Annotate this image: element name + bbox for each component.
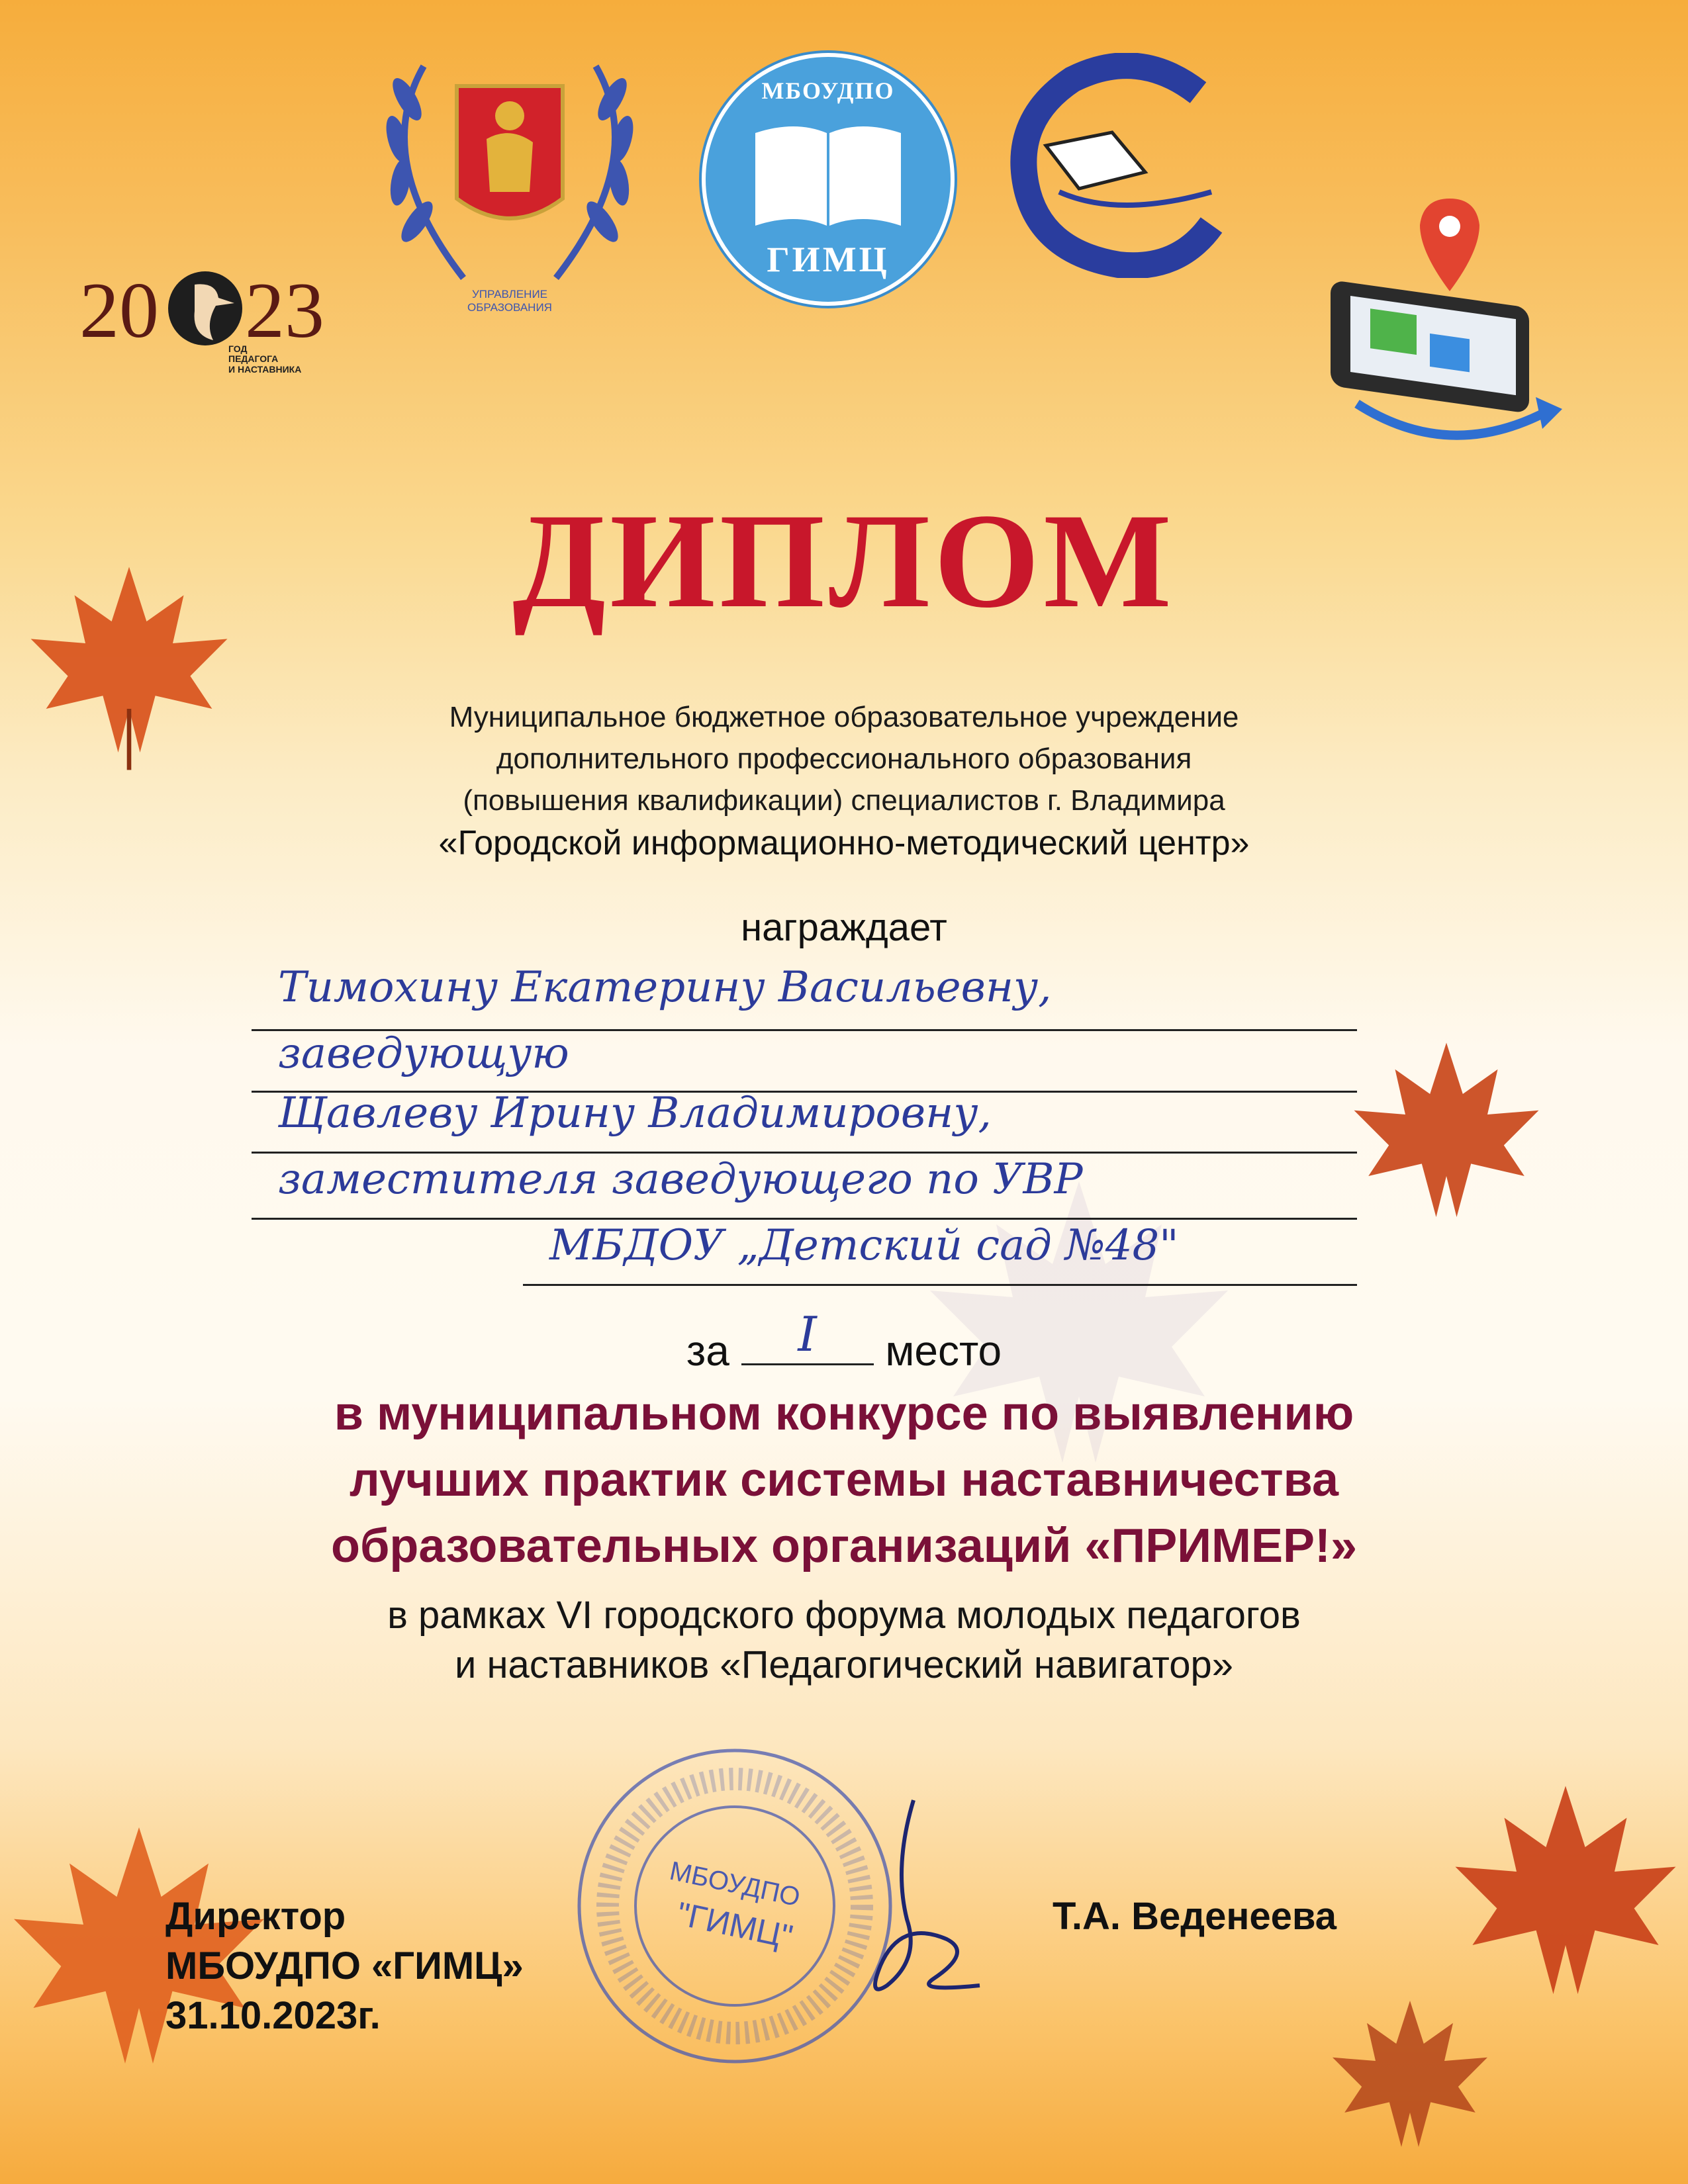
gimc-logo-bottom-text: ГИМЦ [767,240,890,279]
year-of-teacher-logo [79,251,324,384]
signer-position-2: МБОУДПО «ГИМЦ» [165,1944,524,1987]
recipient-underline [523,1284,1357,1286]
recipient-line-4: заместителя заведующего по УВР [278,1155,1083,1204]
pelican-icon [165,258,245,357]
diploma-date: 31.10.2023г. [165,1994,381,2037]
place-prefix: за [686,1327,729,1375]
stamp-center-top: МБОУДПО [667,1856,803,1913]
gimc-logo-top-text: МБОУДПО [761,77,895,104]
year-right-digits: 23 [245,266,324,354]
forum-line-2: и наставников «Педагогический навигатор» [455,1643,1233,1686]
stamp-center-bottom: "ГИМЦ" [673,1895,796,1956]
contest-line-3: образовательных организаций «ПРИМЕР!» [330,1520,1358,1572]
coat-of-arms-logo [344,26,675,318]
open-book-icon [749,120,908,232]
recipient-line-3: Щавлеву Ирину Владимировну, [278,1089,992,1138]
recipient-line-2: заведующую [278,1029,569,1078]
diploma-title: ДИПЛОМ [512,486,1176,636]
recipient-underline [252,1218,1357,1220]
recipient-line-1: Тимохину Екатерину Васильевну, [278,963,1052,1012]
laurel-wreath-icon [344,26,675,318]
maple-leaf-icon [1324,1992,1496,2164]
coat-of-arms-caption: УПРАВЛЕНИЕ ОБРАЗОВАНИЯ [467,288,552,314]
year-badge-caption: ГОД ПЕДАГОГА И НАСТАВНИКА [228,343,302,375]
issuer-line-2: дополнительного профессионального образования [496,743,1192,775]
recipient-underline [252,1152,1357,1154]
forum-line-1: в рамках VI городского форума молодых педагогов [387,1594,1301,1637]
year-left-digits: 20 [79,266,159,354]
place-row [0,1306,1688,1375]
contest-line-1: в муниципальном конкурсе по выявлению [334,1387,1354,1440]
signer-name: Т.А. Веденеева [1053,1895,1337,1938]
place-blank [741,1306,874,1365]
book-swoosh-logo-icon [986,53,1238,278]
place-value: I [798,1306,817,1362]
issuer-line-3: (повышения квалификации) специалистов г. Владимира [463,784,1225,817]
signer-position-1: Директор [165,1895,346,1938]
maple-leaf-icon [1344,1032,1549,1238]
gimc-logo [702,53,955,306]
signature-scribble [814,1787,1000,2025]
recipient-line-5: МБДОУ „Детский сад №48" [549,1221,1179,1270]
maple-leaf-icon [1443,1774,1688,2019]
contest-line-2: лучших практик системы наставничества [350,1453,1338,1506]
place-suffix: место [885,1327,1002,1375]
issuer-name: «Городской информационно-методический центр» [438,824,1250,862]
issuer-line-1: Муниципальное бюджетное образовательное учреждение [449,701,1239,733]
phone-navigator-icon [1317,185,1582,450]
awards-label: награждает [741,906,947,949]
